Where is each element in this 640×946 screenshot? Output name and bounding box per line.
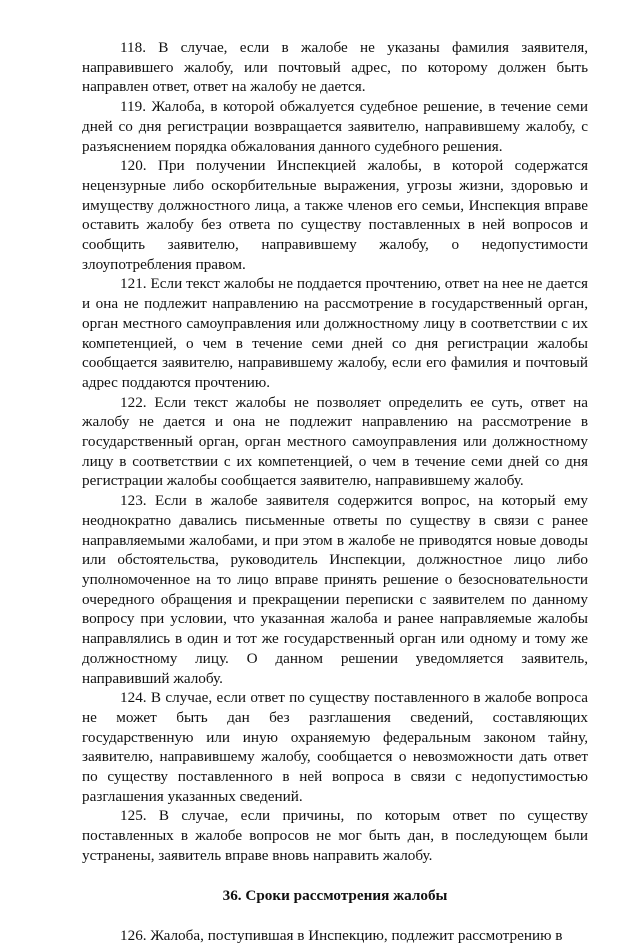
paragraph-121: 121. Если текст жалобы не поддается прочтению, ответ на нее не дается и она не подлежит направлению на рассмотрение в государственный орган, орган местного самоуправления или должностному лицу в соответствии с их компетенцией, о чем в течение семи дней со дня регистрации жалобы сообщается заявителю, направившему жалобу, если его фамилия и почтовый адрес поддаются прочтению. xyxy=(82,275,588,391)
paragraph-120: 120. При получении Инспекцией жалобы, в которой содержатся нецензурные либо оскорбительные выражения, угрозы жизни, здоровью и имуществу должностного лица, а также членов его семьи, Инспекция вправе оставить жалобу без ответа по существу поставленных в ней вопросов и сообщить заявителю, направившему жалобу, о недопустимости злоупотребления правом. xyxy=(82,157,588,273)
section-heading: 36. Сроки рассмотрения жалобы xyxy=(222,886,448,904)
paragraph-118: 118. В случае, если в жалобе не указаны фамилия заявителя, направившего жалобу, или почтовый адрес, по которому должен быть направлен ответ, ответ на жалобу не дается. xyxy=(82,39,588,96)
paragraph-124: 124. В случае, если ответ по существу поставленного в жалобе вопроса не может быть дан без разглашения сведений, составляющих государственную или иную охраняемую федеральным законом тайну, заявителю, направившему жалобу, сообщается о невозможности дать ответ по существу поставленного в ней вопроса в связи с недопустимостью разглашения указанных сведений. xyxy=(82,689,588,805)
paragraph-123: 123. Если в жалобе заявителя содержится вопрос, на который ему неоднократно давались письменные ответы по существу в связи с ранее направляемыми жалобами, и при этом в жалобе не приводятся новые доводы или обстоятельства, руководитель Инспекции, должностное лицо либо уполномоченное на то лицо вправе принять решение о безосновательности очередного обращения и прекращении переписки с заявителем по данному вопросу при условии, что указанная жалоба и ранее направляемые жалобы направлялись в один и тот же государственный орган или одному и тому же должностному лицу. О данном решении уведомляется заявитель, направивший жалобу. xyxy=(82,492,588,687)
paragraph-119: 119. Жалоба, в которой обжалуется судебное решение, в течение семи дней со дня регистрации возвращается заявителю, направившему жалобу, с разъяснением порядка обжалования данного судебного решения. xyxy=(82,98,588,155)
paragraph-126: 126. Жалоба, поступившая в Инспекцию, подлежит рассмотрению в xyxy=(120,927,563,945)
paragraph-122: 122. Если текст жалобы не позволяет определить ее суть, ответ на жалобу не дается и она не подлежит направлению на рассмотрение в государственный орган, орган местного самоуправления или должностному лицу в соответствии с их компетенцией, о чем в течение семи дней со дня регистрации жалобы сообщается заявителю, направившему жалобу. xyxy=(82,393,588,490)
paragraph-125: 125. В случае, если причины, по которым ответ по существу поставленных в жалобе вопросов не мог быть дан, в последующем были устранены, заявитель вправе вновь направить жалобу. xyxy=(82,807,588,864)
